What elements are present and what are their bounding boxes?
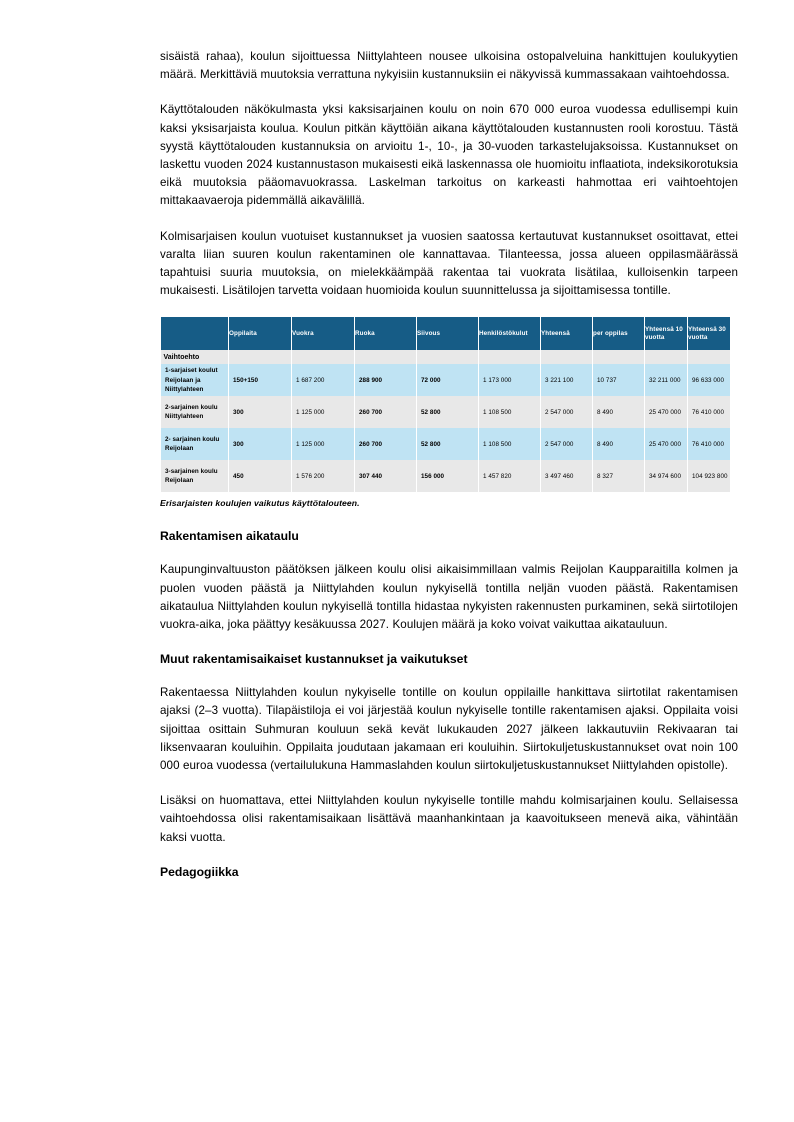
column-header-siivous: Siivous (417, 317, 479, 350)
cost-table (160, 317, 731, 492)
cell-yhteensa-30: 96 633 000 (688, 364, 731, 396)
cell-siivous: 52 800 (417, 396, 479, 428)
cell-vuokra: 1 576 200 (292, 460, 355, 492)
table-row (161, 396, 731, 428)
table-row-vaihtoehto (161, 350, 731, 364)
row-label: 2-sarjainen koulu Niittylahteen (161, 396, 229, 428)
column-header-ruoka: Ruoka (355, 317, 417, 350)
cell-henkilostokulut: 1 108 500 (479, 428, 541, 460)
cell-siivous: 52 800 (417, 428, 479, 460)
cell-ruoka: 307 440 (355, 460, 417, 492)
vaihtoehto-blank-3 (355, 350, 417, 364)
cell-vuokra: 1 125 000 (292, 396, 355, 428)
vaihtoehto-blank-8 (645, 350, 688, 364)
row-label: 2- sarjainen koulu Reijolaan (161, 428, 229, 460)
cost-table-body (161, 350, 731, 492)
heading-muut-rakentamisaikaiset-kustannukset: Muut rakentamisaikaiset kustannukset ja vaikutukset (160, 652, 468, 667)
cell-yhteensa-30: 76 410 000 (688, 428, 731, 460)
cell-per-oppilas: 10 737 (593, 364, 645, 396)
cell-yhteensa: 3 221 100 (541, 364, 593, 396)
cell-siivous: 156 000 (417, 460, 479, 492)
cell-ruoka: 260 700 (355, 428, 417, 460)
table-row (161, 460, 731, 492)
cell-vuokra: 1 687 200 (292, 364, 355, 396)
cell-yhteensa: 3 497 460 (541, 460, 593, 492)
cell-oppilaita: 450 (229, 460, 292, 492)
vaihtoehto-label: Vaihtoehto (161, 350, 229, 364)
vaihtoehto-blank-6 (541, 350, 593, 364)
vaihtoehto-blank-4 (417, 350, 479, 364)
cell-yhteensa-30: 104 923 800 (688, 460, 731, 492)
cell-per-oppilas: 8 490 (593, 396, 645, 428)
vaihtoehto-blank-2 (292, 350, 355, 364)
table-corner-cell (161, 317, 229, 350)
document-content (160, 48, 738, 897)
heading-rakentamisen-aikataulu: Rakentamisen aikataulu (160, 529, 299, 544)
cell-per-oppilas: 8 327 (593, 460, 645, 492)
cell-yhteensa-30: 76 410 000 (688, 396, 731, 428)
cell-oppilaita: 150+150 (229, 364, 292, 396)
cell-oppilaita: 300 (229, 428, 292, 460)
row-label: 1-sarjaiset koulut Reijolaan ja Niittylahteen (161, 364, 229, 396)
column-header-yhteensa-30-vuotta: Yhteensä 30 vuotta (688, 317, 731, 350)
heading-pedagogiikka: Pedagogiikka (160, 864, 239, 879)
table-caption: Erisarjaisten koulujen vaikutus käyttötalouteen. (160, 498, 360, 509)
cell-per-oppilas: 8 490 (593, 428, 645, 460)
cell-yhteensa: 2 547 000 (541, 396, 593, 428)
table-row (161, 428, 731, 460)
table-header-row (161, 317, 731, 350)
cell-yhteensa-10: 34 974 600 (645, 460, 688, 492)
paragraph-intro-1: sisäistä rahaa), koulun sijoittuessa Niittylahteen nousee ulkoisina ostopalveluina hankittujen koulukyytien määrä. Merkittäviä muutoksia verrattuna nykyisiin kustannuksiin ei näkyvissä kummassakaan vaihtoehdossa. (160, 50, 738, 82)
cell-henkilostokulut: 1 108 500 (479, 396, 541, 428)
column-header-yhteensa: Yhteensä (541, 317, 593, 350)
cell-yhteensa-10: 25 470 000 (645, 428, 688, 460)
table-row (161, 364, 731, 396)
cost-table-container (160, 317, 730, 492)
cell-vuokra: 1 125 000 (292, 428, 355, 460)
cell-ruoka: 288 900 (355, 364, 417, 396)
column-header-yhteensa-10-vuotta: Yhteensä 10 vuotta (645, 317, 688, 350)
paragraph-aikataulu-1: Kaupunginvaltuuston päätöksen jälkeen koulu olisi aikaisimmillaan valmis Reijolan Kaupparaitilla kolmen ja puolen vuoden päästä ja Niittylahden koulun nykyisellä tontilla neljän vuoden päästä. Rakentamisen aikataulua Niittylahden koulun nykyisellä tontilla hidastaa nykyisten rakennusten purkaminen, sekä siirtotilojen vuokra-aika, joka päättyy kesäkuussa 2027. Koulujen määrä ja koko voivat vaikuttaa aikatauluun. (160, 563, 738, 632)
column-header-henkilostokulut: Henkilöstökulut (479, 317, 541, 350)
paragraph-intro-2: Käyttötalouden näkökulmasta yksi kaksisarjainen koulu on noin 670 000 euroa vuodessa edullisempi kuin kaksi yksisarjaista koulua. Koulun pitkän käyttöiän aikana käyttötalouden kustannusten rooli korostuu. Tästä syystä käyttötalouden kustannuksia on arvioitu 1-, 10-, ja 30-vuoden tarkastelujaksoissa. Kustannukset on laskettu vuoden 2024 kustannustason mukaisesti eikä laskennassa ole huomioitu inflaatiota, indeksikorotuksia eikä muutoksia pääomavuokrassa. Laskelman tarkoitus on karkeasti hahmottaa eri vaihtoehtojen mittakaavaeroja pidemmällä aikavälillä. (160, 103, 738, 208)
cell-siivous: 72 000 (417, 364, 479, 396)
column-header-oppilaita: Oppilaita (229, 317, 292, 350)
cell-oppilaita: 300 (229, 396, 292, 428)
vaihtoehto-blank-1 (229, 350, 292, 364)
vaihtoehto-blank-9 (688, 350, 731, 364)
row-label: 3-sarjainen koulu Reijolaan (161, 460, 229, 492)
cell-yhteensa-10: 32 211 000 (645, 364, 688, 396)
cell-yhteensa-10: 25 470 000 (645, 396, 688, 428)
vaihtoehto-blank-7 (593, 350, 645, 364)
cell-yhteensa: 2 547 000 (541, 428, 593, 460)
cell-ruoka: 260 700 (355, 396, 417, 428)
vaihtoehto-blank-5 (479, 350, 541, 364)
cost-table-header (161, 317, 731, 350)
cell-henkilostokulut: 1 457 820 (479, 460, 541, 492)
paragraph-intro-3: Kolmisarjaisen koulun vuotuiset kustannukset ja vuosien saatossa kertautuvat kustannukset osoittavat, ettei varalta liian suuren koulun rakentaminen ole kannattavaa. Tilanteessa, jossa alueen oppilasmäärässä tapahtuisi suuria muutoksia, on mielekkäämpää rakentaa tai vuokrata lisätilaa, kulloisenkin tarpeen mukaisesti. Lisätilojen tarvetta voidaan huomioida koulun suunnittelussa ja sijoittamisessa tontille. (160, 229, 738, 298)
cell-henkilostokulut: 1 173 000 (479, 364, 541, 396)
paragraph-muut-1: Rakentaessa Niittylahden koulun nykyiselle tontille on koulun oppilaille hankittava siirtotilat rakentamisen ajaksi (2–3 vuotta). Tilapäistiloja ei voi järjestää koulun nykyiselle tontille rakentamisen ajaksi. Oppilaita voisi sijoittaa osittain Suhmuran kouluun sekä kevät lukukauden 2027 jälkeen lakkautuviin Rekivaaran tai Iiksenvaaran kouluihin. Oppilaita joudutaan jakamaan eri kouluihin. Siirtokuljetuskustannukset ovat noin 100 000 euroa vuodessa (vertailulukuna Hammaslahden koulun siirtokuljetuskustannukset Niittylahden opistolle). (160, 686, 738, 773)
column-header-per-oppilas: per oppilas (593, 317, 645, 350)
paragraph-muut-2: Lisäksi on huomattava, ettei Niittylahden koulun nykyiselle tontille mahdu kolmisarjainen koulu. Sellaisessa vaihtoehdossa olisi rakentamisaikaan lisättävä maanhankintaan ja kaavoitukseen menevä aika, vähintään kaksi vuotta. (160, 794, 738, 844)
column-header-vuokra: Vuokra (292, 317, 355, 350)
